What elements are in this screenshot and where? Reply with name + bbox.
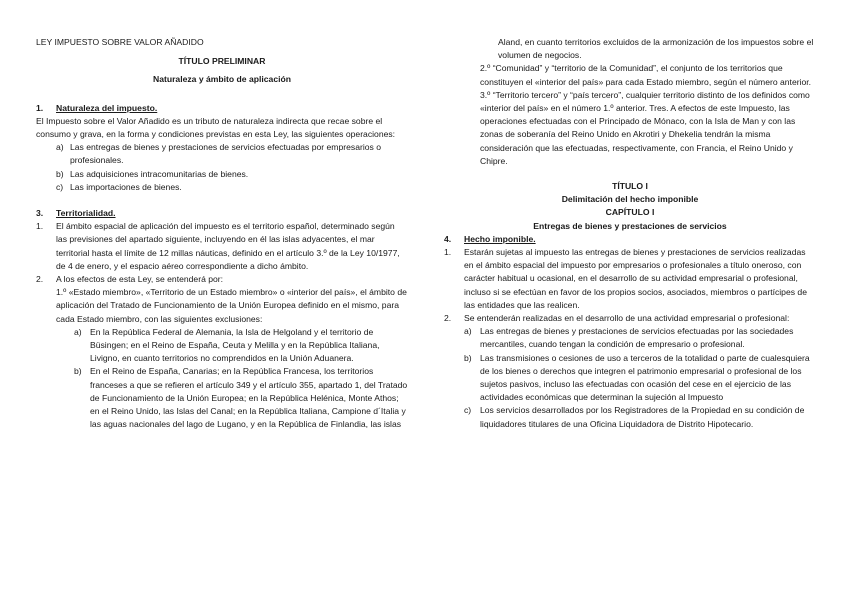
- list-text: A los efectos de esta Ley, se entenderá por:: [56, 274, 224, 285]
- numbered-item: [444, 312, 816, 325]
- document-title: LEY IMPUESTO SOBRE VALOR AÑADIDO: [36, 37, 204, 47]
- list-marker: b): [464, 352, 472, 363]
- section-1-title: Naturaleza del impuesto.: [56, 102, 158, 113]
- list-text: Estarán sujetas al impuesto las entregas de bienes y prestaciones de servicios realizadas en el ámbito espacial del impuesto por empresarios o profesionales a título oneroso, con carácter habitual u ocasional, en el desarrollo de su actividad empresarial o profesional, incluso si se efectúan en favor de los propios socios, asociados, miembros o partícipes de las entidades que las realicen.: [464, 247, 807, 310]
- list-marker: a): [74, 326, 82, 337]
- section-4-heading: [444, 233, 816, 246]
- list-text: Las adquisiciones intracomunitarias de bienes.: [70, 168, 249, 179]
- delimitacion-heading: Delimitación del hecho imponible: [561, 194, 699, 205]
- list-marker: c): [56, 181, 64, 192]
- list-marker: 2.: [444, 313, 452, 324]
- section-4-number: 4.: [444, 233, 452, 244]
- list-marker: c): [464, 405, 472, 416]
- list-item: [444, 325, 816, 351]
- exclusion-item: [36, 326, 408, 366]
- list-text: Los servicios desarrollados por los Registradores de la Propiedad en su condición de liquidadores titulares de una Oficina Liquidadora de Distrito Hipotecario.: [480, 405, 805, 429]
- comunidad-definition: 2.º “Comunidad” y “territorio de la Comunidad”, el conjunto de los territorios que constituyen el «interior del país» para cada Estado miembro, según el número anterior.: [480, 63, 812, 87]
- territorio-tercero-definition: 3.º “Territorio tercero” y “país tercero”, cualquier territorio distinto de los definidos como «interior del país» en el número 1.º anterior. Tres. A efectos de este Impuesto, las operaciones efectuadas con el Principado de Mónaco, con la Isla de Man y con las zonas de soberanía del Reino Unido en Akrotiri y Dhekelia tendrán la misma consideración que las efectuadas, respectivamente, con Francia, el Reino Unido y Chipre.: [480, 89, 810, 166]
- list-marker: b): [56, 168, 64, 179]
- left-column: [36, 36, 408, 431]
- section-1-text: El Impuesto sobre el Valor Añadido es un tributo de naturaleza indirecta que recae sobre el consumo y grava, en la forma y condiciones previstas en esta Ley, las siguientes operaciones:: [36, 115, 396, 140]
- aland-continuation: Aland, en cuanto territorios excluidos de la armonización de los impuestos sobre el volumen de negocios.: [498, 37, 814, 61]
- exclusion-item: [36, 365, 408, 431]
- naturaleza-subtitle: Naturaleza y ámbito de aplicación: [152, 74, 292, 85]
- numbered-item: [444, 246, 816, 312]
- titulo-i-heading: TÍTULO I: [612, 181, 648, 192]
- section-4-title: Hecho imponible.: [464, 233, 536, 244]
- section-3-title: Territorialidad.: [56, 208, 116, 219]
- list-text: Las entregas de bienes y prestaciones de servicios efectuadas por empresarios o profesionales.: [70, 142, 381, 166]
- list-item: [444, 404, 816, 430]
- estado-miembro-definition: 1.º «Estado miembro», «Territorio de un Estado miembro» o «interior del país», el ámbito de aplicación del Tratado de Funcionamiento de la Unión Europea definido en el mismo, para cada Estado miembro, con las siguientes exclusiones:: [56, 287, 407, 324]
- numbered-item: [36, 273, 408, 286]
- list-text: Se entenderán realizadas en el desarrollo de una actividad empresarial o profesional:: [464, 313, 790, 324]
- list-marker: 2.: [36, 274, 44, 285]
- list-text: En el Reino de España, Canarias; en la República Francesa, los territorios franceses a que se refieren el artículo 349 y el artículo 355, apartado 1, del Tratado de Funcionamiento de la Unión Europea; en la República Helénica, Monte Athos; en el Reino Unido, las Islas del Canal; en la República Italiana, Campione d´Italia y las aguas nacionales del lago de Lugano, y en la República de Finlandia, las islas: [90, 366, 408, 430]
- list-marker: b): [74, 366, 82, 377]
- list-item: [36, 181, 408, 194]
- list-marker: a): [464, 326, 472, 337]
- right-column: [444, 36, 816, 431]
- titulo-preliminar-heading: TÍTULO PRELIMINAR: [178, 56, 266, 67]
- list-text: Las transmisiones o cesiones de uso a terceros de la totalidad o parte de cualesquiera de los bienes o derechos que integren el patrimonio empresarial o profesional de los sujetos pasivos, incluso las efectuadas con ocasión del cese en el ejercicio de las actividades económicas que determinan la sujeción al Impuesto: [480, 352, 810, 403]
- section-3-heading: [36, 207, 408, 220]
- list-item: [444, 352, 816, 405]
- section-1: [36, 102, 408, 194]
- list-text: El ámbito espacial de aplicación del impuesto es el territorio español, determinado según las previsiones del apartado siguiente, incluyendo en él las islas adyacentes, el mar territorial hasta el límite de 12 millas náuticas, definido en el artículo 3.º de la Ley 10/1977, de 4 de enero, y el espacio aéreo correspondiente a dicho ámbito.: [56, 221, 400, 271]
- list-item: [36, 141, 408, 167]
- list-text: Las entregas de bienes y prestaciones de servicios efectuadas por las sociedades mercantiles, cuando tengan la condición de empresario o profesional.: [480, 326, 794, 350]
- list-text: Las importaciones de bienes.: [70, 181, 182, 192]
- numbered-item: [36, 220, 408, 273]
- section-3-number: 3.: [36, 208, 44, 219]
- section-1-heading: [36, 102, 408, 115]
- list-marker: 1.: [36, 221, 44, 232]
- entregas-heading: Entregas de bienes y prestaciones de servicios: [533, 220, 727, 231]
- section-4: [444, 233, 816, 431]
- section-3: [36, 207, 408, 431]
- list-marker: 1.: [444, 247, 452, 258]
- capitulo-i-heading: CAPÍTULO I: [605, 207, 655, 218]
- list-item: [36, 168, 408, 181]
- list-text: En la República Federal de Alemania, la Isla de Helgoland y el territorio de Büsingen; en el Reino de España, Ceuta y Melilla y en la República Italiana, Livigno, en cuanto territorios no comprendidos en la Unión Aduanera.: [90, 326, 380, 364]
- section-1-number: 1.: [36, 102, 44, 113]
- list-marker: a): [56, 142, 64, 153]
